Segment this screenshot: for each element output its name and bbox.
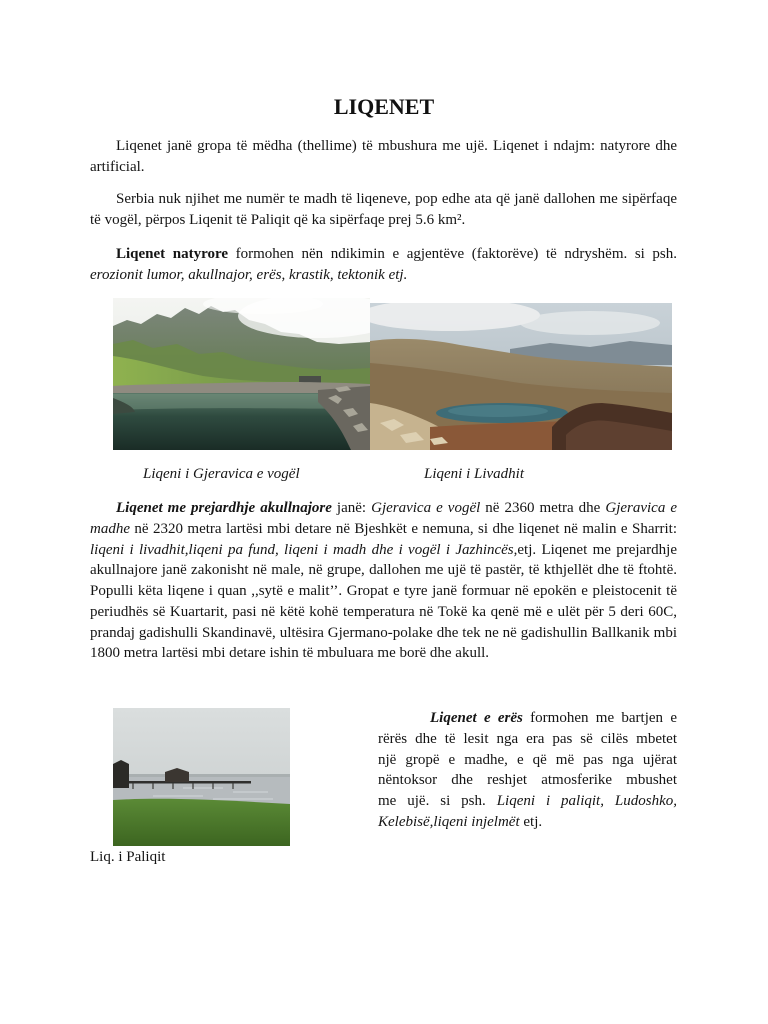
wind-text: me ujë. si psh. [378, 793, 497, 810]
wind-examples: Kelebisë,liqeni injelmët [378, 813, 520, 830]
glacial-italic: liqeni i livadhit,liqeni pa fund, liqeni i madh dhe i vogël i Jazhincës [90, 541, 514, 558]
wind-examples: Liqeni i paliqit, Ludoshko, [496, 793, 677, 810]
hut [299, 376, 321, 383]
wind-text: etj. [519, 813, 543, 830]
wind-text: rërës dhe të lesit nga era pas së cilës mbetet [378, 730, 677, 747]
caption-paliqit: Liq. i Paliqit [90, 849, 166, 865]
wind-lakes-heading: Liqenet e erës [430, 710, 523, 726]
glacial-text: ,etj. Liqenet me prejardhje akullnajore janë zakonisht në male, në grupe, dallohen me ujë të pastër, të kthjellët dhe të ftohtë. Populli këta liqene i quan ,,sytë e malit’’. Gropat e tyre janë formuar në epokën e pleistocenit të periudhës së Kuartarit, pasi në këtë kohë temperatura në Tokë ka qenë më e ulët për 5 deri 60C, prandaj gadishulli Skandinavë, ultësira Gjermano-polake dhe tek ne në gadishullin Ballkanik mbi 1800 metra lartësi mbi detare ishin të mbuluara me borë dhe akull. [90, 541, 677, 662]
paragraph-serbia: Serbia nuk njihet me numër te madh të liqeneve, pop edhe ata që janë dallohen me sipërfaqe të vogël, përpos Liqenit të Paliqit që ka sipërfaqe prej 5.6 km². [90, 191, 677, 228]
grass [113, 799, 290, 846]
caption-gjeravica: Liqeni i Gjeravica e vogël [143, 466, 300, 482]
natural-lakes-examples: erozionit lumor, akullnajor, erës, krastik, tektonik etj. [90, 266, 408, 283]
text-line [378, 729, 677, 750]
photo-livadhit-lake [370, 303, 672, 450]
paragraph-wind-lakes [378, 708, 677, 833]
caption-livadhit: Liqeni i Livadhit [424, 466, 525, 482]
glacial-text: janë: [331, 500, 372, 516]
paragraph-natural-lakes [90, 244, 677, 286]
photo-gjeravica-lake [113, 298, 370, 450]
glacial-text: në 2320 metra lartësi mbi detare në Bjeshkët e nemuna, si dhe liqenet në malin e Sharrit: [130, 520, 677, 537]
natural-lakes-text: formohen nën ndikimin e agjentëve (faktorëve) të ndryshëm. si psh. [228, 246, 677, 262]
text-line [378, 708, 677, 729]
glacial-italic: Gjeravica e madhe [90, 500, 678, 537]
lake-reflection [448, 405, 548, 417]
wind-text: formohen me bartjen e [522, 710, 677, 726]
glacial-text: në 2360 metra dhe [480, 500, 606, 516]
paragraph-intro: Liqenet janë gropa të mëdha (thellime) të mbushura me ujë. Liqenet i ndajm: natyrore dhe artificial. [90, 138, 677, 175]
glacial-lakes-heading: Liqenet me prejardhje akullnajore [116, 500, 332, 516]
glacial-italic: Gjeravica e vogël [371, 500, 481, 516]
text-line [378, 770, 677, 791]
photo-paliqit-lake [113, 708, 290, 846]
wind-text: një gropë e madhe, e që më pas nga ujërat [378, 751, 677, 768]
far-shore [113, 774, 290, 777]
building [113, 760, 129, 788]
paragraph-glacial-lakes [90, 498, 677, 664]
page-title: LIQENET [333, 94, 435, 119]
natural-lakes-heading: Liqenet natyrore [116, 246, 229, 262]
cloud [520, 311, 660, 335]
text-line [378, 791, 677, 812]
text-line [378, 750, 677, 771]
wind-text: nëntoksor dhe reshjet atmosferike mbushet [378, 772, 677, 789]
text-line [378, 812, 677, 833]
